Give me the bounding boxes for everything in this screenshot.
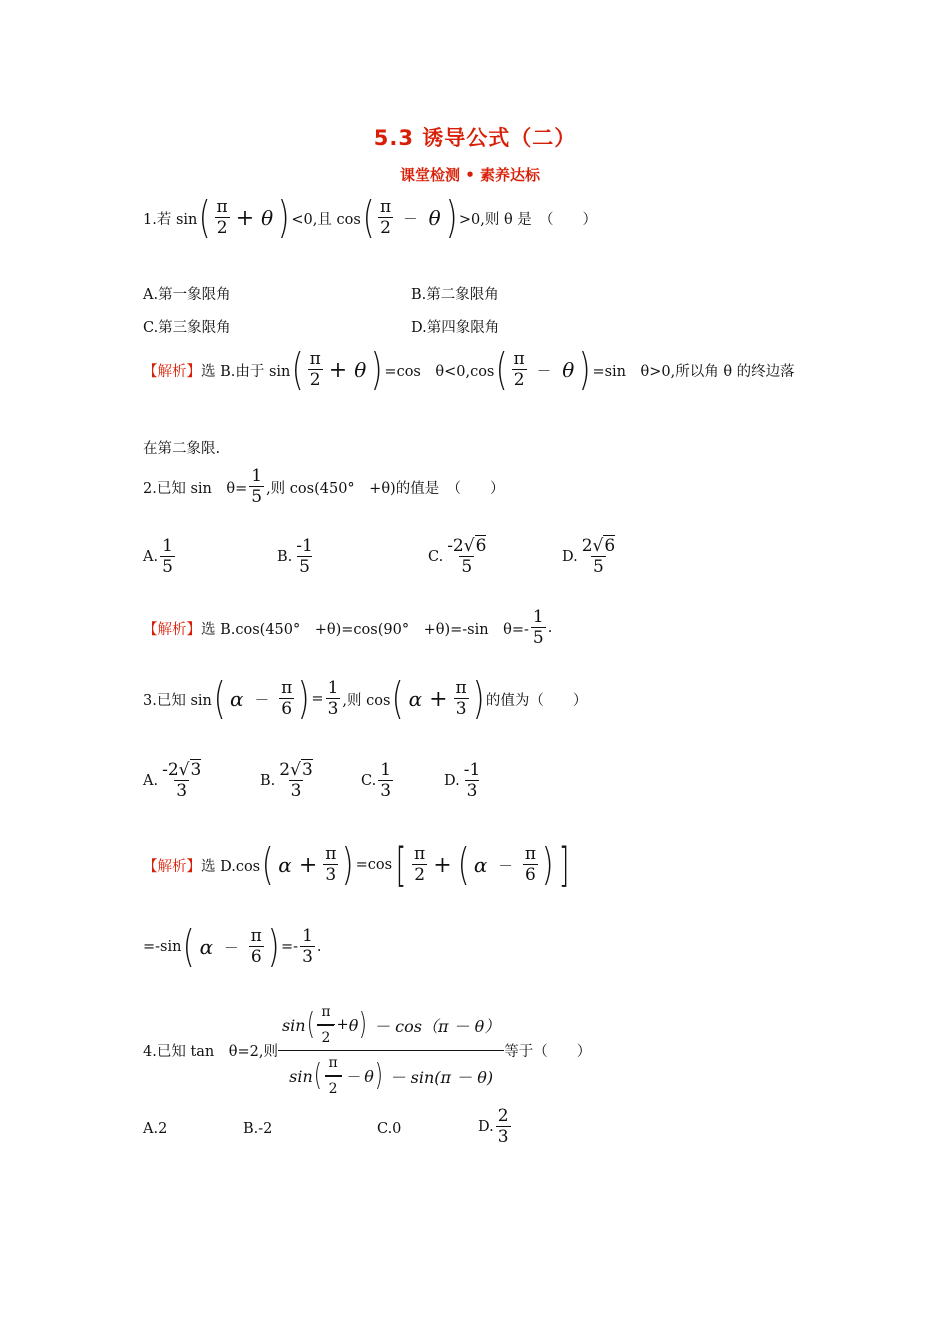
q2-stem-a: 2.已知 sin θ= <box>143 480 248 497</box>
numerator <box>445 536 488 556</box>
sin-text: sin <box>289 1066 313 1086</box>
big-fraction-numerator <box>278 1004 504 1051</box>
option-letter: A. <box>143 549 159 565</box>
fraction <box>325 1055 342 1097</box>
denominator: 2 <box>414 865 426 885</box>
radicand: 3 <box>301 760 313 780</box>
fraction <box>378 197 393 239</box>
alpha: α <box>199 935 214 959</box>
radicand: 6 <box>475 536 487 556</box>
q4-option-a: A.2 <box>143 1121 168 1137</box>
paren: ) <box>267 921 280 972</box>
numerator: π <box>455 678 467 698</box>
numerator: π <box>325 1055 342 1076</box>
q4-stem-b: 等于（ ） <box>504 1044 592 1060</box>
numerator <box>580 536 618 556</box>
q1-analysis-b: =cos θ<0,cos <box>384 363 495 380</box>
q2-option-a <box>143 536 177 578</box>
fraction <box>454 678 469 720</box>
big-fraction <box>278 1004 504 1097</box>
coefficient: -2 <box>162 760 179 780</box>
numerator: 1 <box>162 536 173 556</box>
radicand: 3 <box>190 760 202 780</box>
fraction <box>300 926 315 968</box>
numerator: π <box>379 197 392 217</box>
denominator: 3 <box>497 1127 509 1147</box>
fraction <box>326 678 341 720</box>
fraction <box>279 678 294 720</box>
numerator: 1 <box>251 466 263 486</box>
plus-sign: + <box>336 1017 349 1033</box>
q3-option-d <box>444 760 484 802</box>
denominator: 5 <box>162 557 173 577</box>
sin-text: sin <box>281 1015 306 1035</box>
paren: ( <box>457 839 470 890</box>
denominator-rest: － sin(π － θ) <box>389 1067 494 1087</box>
minus-sign: － <box>346 1069 362 1086</box>
q3-stem <box>143 673 588 724</box>
denominator: 2 <box>380 218 391 238</box>
bracket: ] <box>558 838 570 892</box>
coefficient: 2 <box>279 760 291 780</box>
option-letter: D. <box>562 549 578 565</box>
minus-sign: － <box>498 858 513 875</box>
option-letter: B. <box>260 773 276 789</box>
denominator: 2 <box>317 1025 334 1046</box>
page-title: 5.3 诱导公式（二） <box>373 126 577 150</box>
analysis-tag: 【解析】 <box>143 858 201 875</box>
plus-sign: + <box>328 357 348 383</box>
denominator: 5 <box>299 557 310 577</box>
q3-analysis-line2-text: =-sin <box>143 939 182 955</box>
minus-sign: － <box>536 363 552 380</box>
sqrt-symbol: √ <box>290 760 301 780</box>
denominator: 2 <box>309 370 321 390</box>
paren: ( <box>362 192 375 243</box>
numerator: 1 <box>327 678 339 698</box>
q2-analysis <box>143 607 552 649</box>
q2-option-b <box>277 536 317 578</box>
q4-option-d <box>478 1106 513 1148</box>
numerator: π <box>309 349 321 369</box>
denominator: 2 <box>513 370 525 390</box>
sqrt-symbol: √ <box>178 760 190 780</box>
q2-analysis-a: 选 B.cos(450° +θ)=cos(90° +θ)=-sin θ=- <box>201 621 529 638</box>
q1-analysis-a: 选 B.由于 sin <box>201 363 291 380</box>
plus-sign: + <box>433 852 452 878</box>
q1-stem-c: >0,则 θ 是 （ ） <box>458 211 598 228</box>
denominator: 6 <box>525 865 536 885</box>
alpha: α <box>278 853 292 877</box>
q2-option-c <box>428 536 490 578</box>
coefficient: 2 <box>581 536 593 556</box>
denominator: 5 <box>532 628 544 648</box>
analysis-tag: 【解析】 <box>143 363 201 380</box>
q1-option-d: D.第四象限角 <box>411 320 500 336</box>
alpha: α <box>473 853 488 877</box>
paren: ( <box>291 344 305 395</box>
fraction <box>249 466 264 508</box>
q1-option-c: C.第三象限角 <box>143 320 231 336</box>
numerator: π <box>524 844 537 864</box>
theta: θ <box>354 358 367 382</box>
numerator: -1 <box>463 760 481 780</box>
plus-sign: + <box>298 852 318 878</box>
q3-stem-c: ,则 cos <box>342 692 391 709</box>
paren: ) <box>578 344 591 395</box>
option-letter: A. <box>143 773 159 789</box>
period: . <box>547 620 553 636</box>
numerator: -1 <box>296 536 313 556</box>
period: . <box>316 939 322 955</box>
paren: ) <box>374 1058 383 1093</box>
denominator: 3 <box>325 865 337 885</box>
q2-option-d <box>562 536 619 578</box>
fraction <box>445 536 488 578</box>
paren: ) <box>297 673 310 724</box>
equals: = <box>311 691 324 707</box>
paren: ) <box>541 839 554 890</box>
minus-sign: － <box>254 692 270 709</box>
numerator: π <box>317 1004 334 1025</box>
paren: ( <box>391 673 405 724</box>
paren: ( <box>313 1058 322 1093</box>
q3-analysis-a: 选 D.cos <box>201 858 261 875</box>
fraction <box>277 760 315 802</box>
numerator <box>277 760 315 780</box>
minus-sign: － <box>224 940 239 957</box>
fraction <box>323 844 338 886</box>
fraction <box>462 760 483 802</box>
denominator: 3 <box>466 781 478 801</box>
fraction <box>160 760 203 802</box>
numerator: 2 <box>497 1106 509 1126</box>
sqrt-symbol: √ <box>463 536 475 556</box>
fraction <box>215 197 230 239</box>
denominator: 2 <box>216 218 228 238</box>
denominator: 5 <box>593 557 604 577</box>
fraction <box>523 844 538 886</box>
numerator: π <box>325 844 337 864</box>
denominator: 5 <box>461 557 473 577</box>
fraction <box>580 536 618 578</box>
coefficient: -2 <box>447 536 464 556</box>
paren: ) <box>472 673 485 724</box>
fraction <box>160 536 175 578</box>
numerator: 1 <box>380 760 392 780</box>
q3-option-a <box>143 760 205 802</box>
numerator: π <box>250 926 262 946</box>
q3-option-c <box>361 760 395 802</box>
paren: ( <box>198 192 211 243</box>
theta: θ <box>261 206 274 230</box>
option-letter: D. <box>478 1119 494 1135</box>
paren: ( <box>183 921 196 972</box>
fraction <box>531 607 546 649</box>
fraction <box>294 536 315 578</box>
bracket: [ <box>395 838 407 892</box>
denominator: 3 <box>380 781 392 801</box>
paren: ) <box>277 192 290 243</box>
plus-sign: + <box>429 686 448 712</box>
option-letter: C. <box>361 773 377 789</box>
sqrt-symbol: √ <box>592 536 604 556</box>
theta: θ <box>562 358 575 382</box>
denominator: 3 <box>176 781 188 801</box>
paren: ) <box>445 192 458 243</box>
paren: ( <box>213 673 226 724</box>
radicand: 6 <box>604 536 616 556</box>
theta: θ <box>428 206 441 230</box>
alpha: α <box>408 687 423 711</box>
fraction <box>249 926 264 968</box>
q3-analysis <box>143 838 573 892</box>
denominator: 6 <box>281 699 293 719</box>
equals: =- <box>281 939 299 955</box>
fraction <box>317 1004 334 1046</box>
denominator: 3 <box>327 699 339 719</box>
denominator: 2 <box>325 1076 342 1097</box>
numerator: 1 <box>532 607 544 627</box>
q3-analysis-b: =cos <box>355 857 393 873</box>
numerator: 1 <box>302 926 313 946</box>
denominator: 6 <box>250 947 262 967</box>
option-letter: C. <box>428 549 444 565</box>
paren: ( <box>261 839 274 890</box>
denominator: 3 <box>290 781 302 801</box>
paren: ) <box>370 344 383 395</box>
q1-stem-b: <0,且 cos <box>291 211 361 228</box>
alpha: α <box>230 687 244 711</box>
q1-analysis-end: 在第二象限. <box>143 441 221 457</box>
option-letter: D. <box>444 773 460 789</box>
fraction <box>496 1106 511 1148</box>
option-letter: B. <box>277 549 293 565</box>
numerator: π <box>414 844 426 864</box>
numerator-rest: － cos（π － θ） <box>374 1016 501 1036</box>
minus-sign: － <box>403 211 418 228</box>
q1-analysis-c: =sin θ>0,所以角 θ 的终边落 <box>592 363 795 380</box>
numerator <box>160 760 203 780</box>
numerator: π <box>216 197 228 217</box>
q1-option-b: B.第二象限角 <box>411 287 499 303</box>
paren: ( <box>495 344 508 395</box>
plus-sign: + <box>235 205 255 231</box>
paren: ) <box>342 839 355 890</box>
q4-option-b: B.-2 <box>243 1121 273 1137</box>
fraction <box>308 349 323 391</box>
numerator: π <box>513 349 525 369</box>
q1-option-a: A.第一象限角 <box>143 287 231 303</box>
q3-option-b <box>260 760 317 802</box>
q1-stem <box>143 192 598 243</box>
fraction <box>412 844 427 886</box>
q4-stem-a: 4.已知 tan θ=2,则 <box>143 1044 278 1060</box>
paren: ( <box>306 1007 315 1042</box>
q2-stem-b: ,则 cos(450° +θ)的值是 （ ） <box>266 480 505 497</box>
fraction <box>512 349 527 391</box>
analysis-tag: 【解析】 <box>143 621 201 638</box>
q2-stem <box>143 466 504 508</box>
q3-stem-d: 的值为（ ） <box>485 692 588 709</box>
denominator: 3 <box>455 699 467 719</box>
q3-analysis-line2 <box>143 921 322 972</box>
q4-stem <box>143 1004 591 1097</box>
big-fraction-denominator <box>285 1051 497 1097</box>
denominator: 3 <box>302 947 313 967</box>
q1-stem-a: 1.若 sin <box>143 211 198 228</box>
theta: θ <box>364 1066 374 1086</box>
paren: ) <box>359 1007 368 1042</box>
theta: θ <box>348 1015 359 1035</box>
section-subtitle: 课堂检测 • 素养达标 <box>400 166 541 184</box>
numerator: π <box>281 678 293 698</box>
q4-option-c: C.0 <box>377 1121 402 1137</box>
denominator: 5 <box>251 487 263 507</box>
q3-stem-a: 3.已知 sin <box>143 692 212 709</box>
fraction <box>378 760 393 802</box>
q1-analysis <box>143 344 795 395</box>
